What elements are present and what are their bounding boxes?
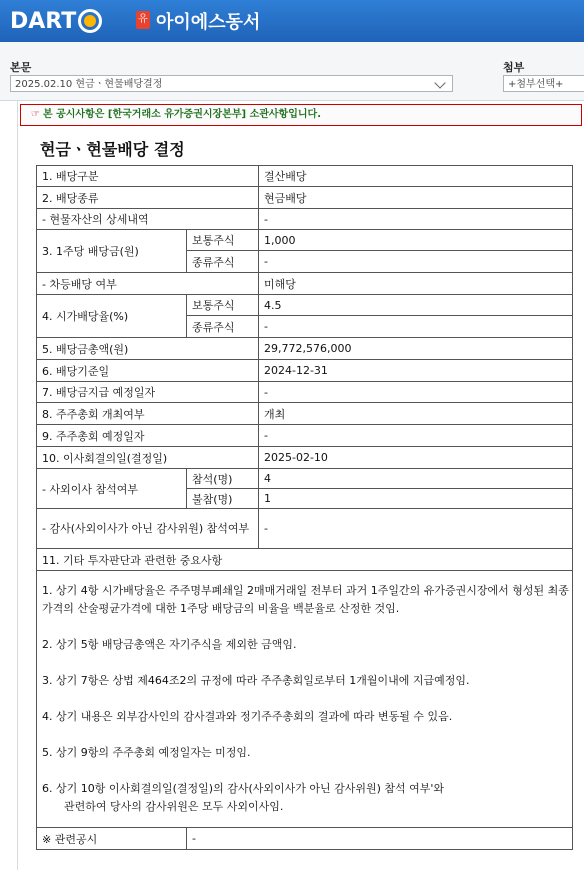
note-2: 2. 상기 5항 배당금총액은 자기주식을 제외한 금액임. <box>42 638 297 651</box>
row-value: - <box>259 509 573 549</box>
row-value: 4.5 <box>259 295 573 316</box>
attach-label: 첨부 <box>503 61 525 74</box>
main-doc-select-value: 2025.02.10 현금ㆍ현물배당결정 <box>15 79 163 90</box>
row-sublabel: 불참(명) <box>187 489 259 509</box>
row-sublabel: 참석(명) <box>187 469 259 489</box>
row-label: 4. 시가배당율(%) <box>37 295 187 338</box>
row-sublabel: 보통주식 <box>187 295 259 316</box>
notice-text: 본 공시사항은 [한국거래소 유가증권시장본부] 소관사항입니다. <box>42 109 321 120</box>
toolbar <box>0 42 584 101</box>
row-label: 9. 주주총회 예정일자 <box>37 425 259 447</box>
row-value: 현금배당 <box>259 187 573 209</box>
chevron-down-icon <box>434 77 445 88</box>
attach-select-value: +첨부선택+ <box>508 79 564 90</box>
row-value: 결산배당 <box>259 166 573 187</box>
note-5: 5. 상기 9항의 주주총회 예정일자는 미정임. <box>42 746 251 759</box>
row-sublabel: 보통주식 <box>187 230 259 251</box>
row-value: 1,000 <box>259 230 573 251</box>
table-row <box>37 360 573 382</box>
note-6-continued: 관련하여 당사의 감사위원은 모두 사외이사임. <box>64 800 284 813</box>
row-value: - <box>259 316 573 338</box>
row-label: - 현물자산의 상세내역 <box>37 209 259 230</box>
related-label: ※ 관련공시 <box>37 828 187 850</box>
row-label: 8. 주주총회 개최여부 <box>37 403 259 425</box>
notes-cell <box>37 571 573 828</box>
row-sublabel: 종류주식 <box>187 316 259 338</box>
main-doc-label: 본문 <box>10 61 32 74</box>
row-label: 7. 배당금지급 예정일자 <box>37 382 259 403</box>
row-value: 2024-12-31 <box>259 360 573 382</box>
main-doc-select[interactable] <box>10 75 453 92</box>
table-row <box>37 828 573 850</box>
table-row <box>37 382 573 403</box>
table-row <box>37 447 573 469</box>
row-label: 6. 배당기준일 <box>37 360 259 382</box>
notice-banner <box>20 104 582 126</box>
table-row <box>37 230 573 251</box>
table-row <box>37 295 573 316</box>
row-value: 2025-02-10 <box>259 447 573 469</box>
row-value: - <box>259 382 573 403</box>
row-label: 5. 배당금총액(원) <box>37 338 259 360</box>
note-3: 3. 상기 7항은 상법 제464조2의 규정에 따라 주주총회일로부터 1개월이내에 지급예정임. <box>42 674 470 687</box>
app-header <box>0 0 584 42</box>
row-value: 개최 <box>259 403 573 425</box>
page-title: 현금ㆍ현물배당 결정 <box>40 140 185 159</box>
row-value: 미해당 <box>259 273 573 295</box>
row-value: - <box>259 425 573 447</box>
table-row <box>37 509 573 549</box>
table-row <box>37 425 573 447</box>
logo-circle-icon <box>78 9 102 33</box>
row-label: - 차등배당 여부 <box>37 273 259 295</box>
table-row <box>37 549 573 571</box>
row-value: 29,772,576,000 <box>259 338 573 360</box>
pointing-hand-icon: ☞ <box>31 109 40 120</box>
table-row <box>37 187 573 209</box>
row-value: 1 <box>259 489 573 509</box>
attach-select[interactable] <box>503 75 584 92</box>
row-label: 1. 배당구분 <box>37 166 259 187</box>
table-row <box>37 571 573 828</box>
note-1: 1. 상기 4항 시가배당율은 주주명부폐쇄일 2매매거래일 전부터 과거 1주일간의 유가증권시장에서 형성된 최종가격의 산술평균가격에 대한 1주당 배당금의 비율을 백분율로 산정한 것임. <box>42 584 569 615</box>
dart-logo[interactable] <box>10 7 102 35</box>
company-name: 아이에스동서 <box>156 12 261 33</box>
row-label: 2. 배당종류 <box>37 187 259 209</box>
row-value: - <box>259 251 573 273</box>
note-4: 4. 상기 내용은 외부감사인의 감사결과와 정기주주총회의 결과에 따라 변동될 수 있음. <box>42 710 453 723</box>
table-row <box>37 403 573 425</box>
row-label: 10. 이사회결의일(결정일) <box>37 447 259 469</box>
table-row <box>37 469 573 489</box>
table-row <box>37 166 573 187</box>
logo-text: DART <box>10 8 77 34</box>
row-label: 3. 1주당 배당금(원) <box>37 230 187 273</box>
market-badge-icon: 유 <box>136 11 150 29</box>
table-row <box>37 209 573 230</box>
row-label: - 감사(사외이사가 아닌 감사위원) 참석여부 <box>37 509 259 549</box>
disclosure-table <box>36 165 573 850</box>
table-row <box>37 273 573 295</box>
row-label: 11. 기타 투자판단과 관련한 중요사항 <box>37 549 573 571</box>
row-value: 4 <box>259 469 573 489</box>
row-label: - 사외이사 참석여부 <box>37 469 187 509</box>
row-value: - <box>259 209 573 230</box>
table-row <box>37 338 573 360</box>
note-6: 6. 상기 10항 이사회결의일(결정일)의 감사(사외이사가 아닌 감사위원) 참석 여부'와 <box>42 782 445 795</box>
row-sublabel: 종류주식 <box>187 251 259 273</box>
related-value: - <box>187 828 573 850</box>
